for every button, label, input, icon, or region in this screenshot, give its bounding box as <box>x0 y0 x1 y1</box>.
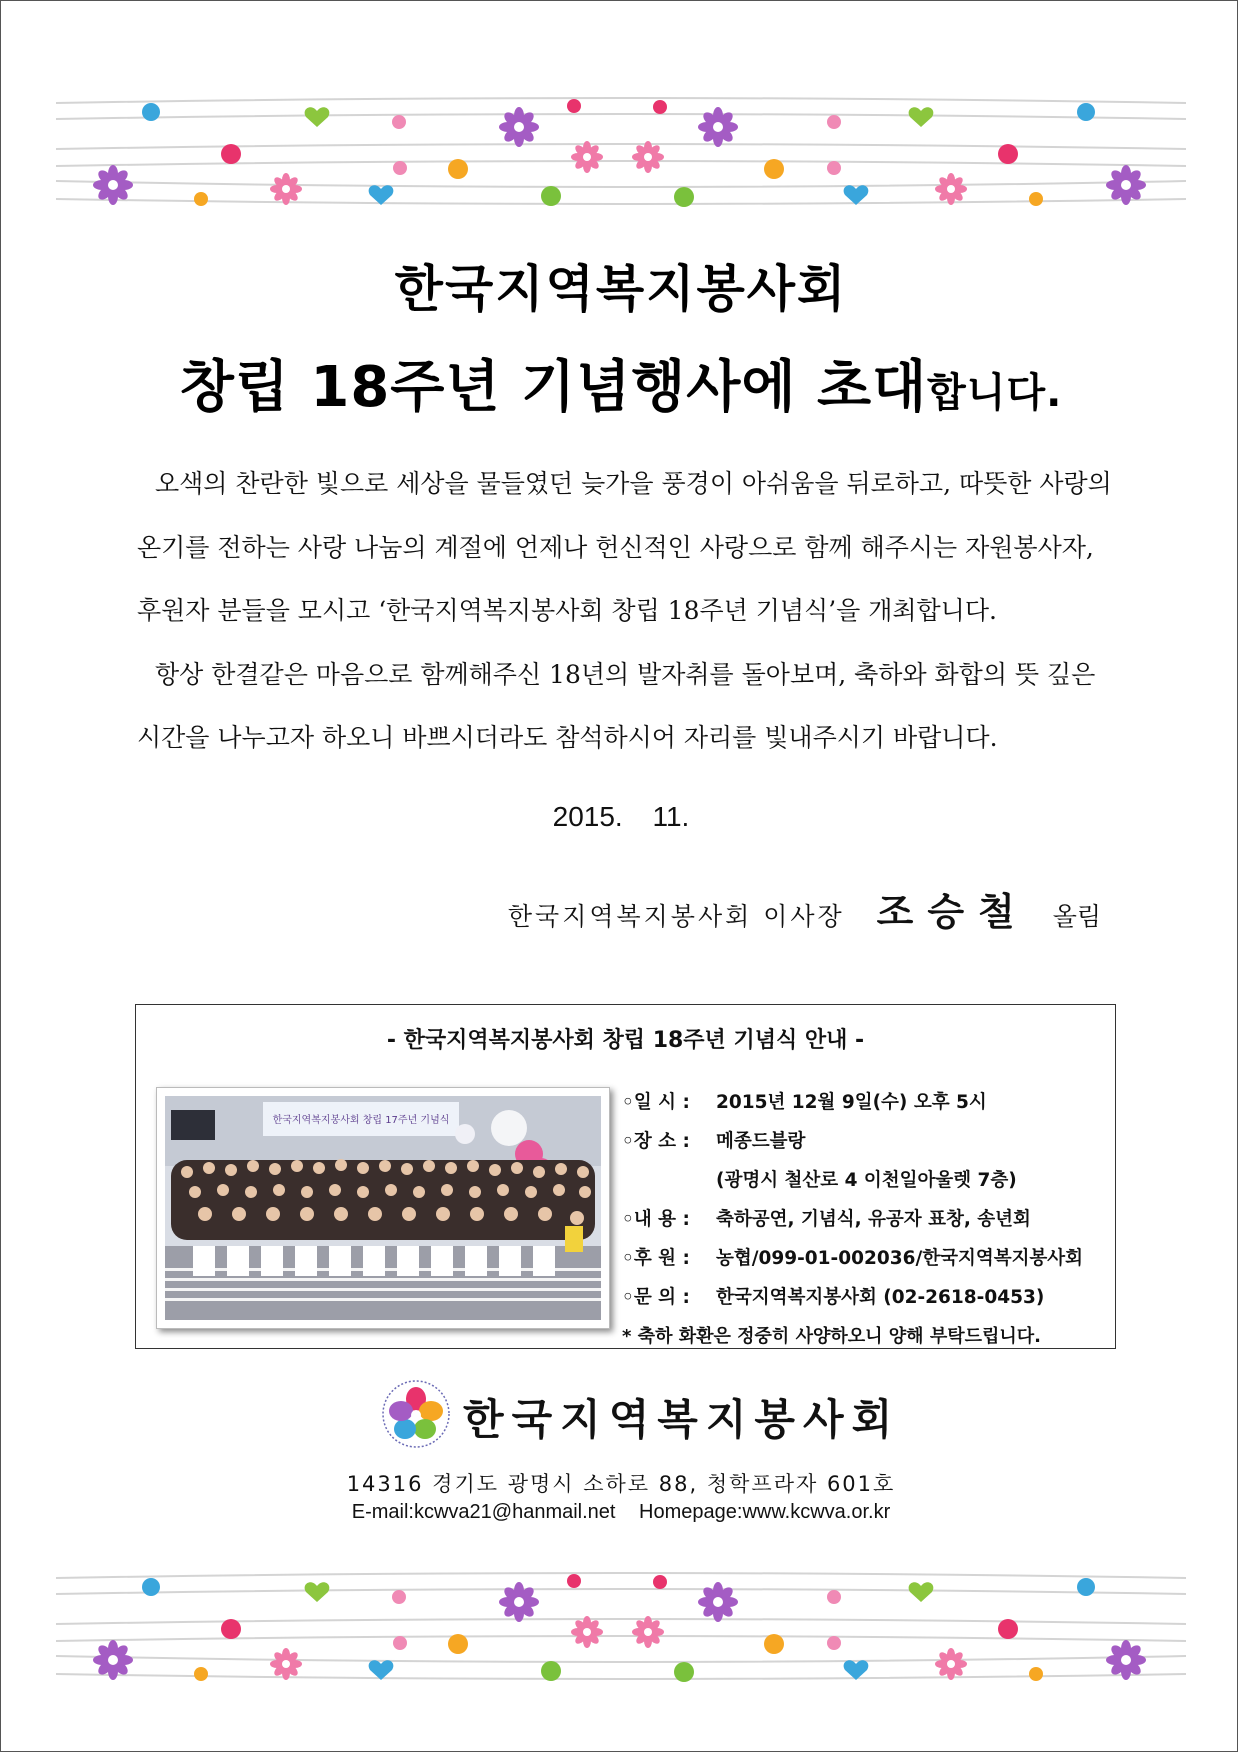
event-info-box <box>135 1004 1116 1349</box>
footer-contact <box>1 1501 1240 1524</box>
detail-value: 축하공연, 기념식, 유공자 표창, 송년회 <box>716 1209 1031 1230</box>
detail-value: 메종드블랑 <box>716 1131 806 1152</box>
signer-name: 조승철 <box>876 889 1029 934</box>
invitation-body <box>137 459 1112 777</box>
detail-key: ◦장 소 : <box>622 1131 690 1152</box>
org-logo-icon <box>381 1379 451 1449</box>
flower-icons <box>93 107 1146 205</box>
detail-value: (광명시 철산로 4 이천일아울렛 7층) <box>716 1170 1017 1191</box>
invitation-headline-main: 창립 18주년 기념행사에 초대 <box>179 355 928 420</box>
group-photo-image <box>165 1096 601 1320</box>
invitation-headline <box>1 343 1240 423</box>
invitation-date: 2015. 11. <box>552 801 690 832</box>
org-title: 한국지역복지봉사회 <box>394 260 848 318</box>
photo-banner-text: 한국지역복지봉사회 창립 17주년 기념식 <box>272 1115 450 1126</box>
event-details <box>622 1083 1112 1356</box>
detail-note: * 축하 화환은 정중히 사양하오니 양해 부탁드립니다. <box>622 1326 1041 1347</box>
body-line: 온기를 전하는 사랑 나눔의 계절에 언제나 헌신적인 사랑으로 함께 해주시는 자원봉사자, <box>137 532 1094 562</box>
body-line: 후원자 분들을 모시고 ‘한국지역복지봉사회 창립 18주년 기념식’을 개최합니다. <box>137 596 997 625</box>
detail-row-venue-address <box>622 1161 1112 1200</box>
body-line: 오색의 찬란한 빛으로 세상을 물들였던 늦가을 풍경이 아쉬움을 뒤로하고, 따뜻한 사랑의 <box>155 469 1112 498</box>
detail-value: 2015년 12월 9일(수) 오후 5시 <box>716 1092 987 1113</box>
detail-key: ◦내 용 : <box>622 1209 690 1230</box>
event-info-title: - 한국지역복지봉사회 창립 18주년 기념식 안내 - <box>386 1028 865 1053</box>
footer-homepage: Homepage:www.kcwva.or.kr <box>639 1501 891 1523</box>
signature-suffix: 올림 <box>1052 902 1101 931</box>
detail-row-program <box>622 1200 1112 1239</box>
detail-row-venue <box>622 1122 1112 1161</box>
decorative-border-bottom <box>1 1556 1240 1706</box>
detail-value: 한국지역복지봉사회 (02-2618-0453) <box>716 1287 1045 1308</box>
footer-email: E-mail:kcwva21@hanmail.net <box>351 1501 616 1523</box>
detail-row-date <box>622 1083 1112 1122</box>
detail-row-sponsorship <box>622 1239 1112 1278</box>
detail-row-inquiry <box>622 1278 1112 1317</box>
detail-key: ◦문 의 : <box>622 1287 690 1308</box>
flower-icons <box>93 1582 1146 1680</box>
body-line: 시간을 나누고자 하오니 바쁘시더라도 참석하시어 자리를 빛내주시기 바랍니다. <box>137 723 998 752</box>
body-line: 항상 한결같은 마음으로 함께해주신 18년의 발자취를 돌아보며, 축하와 화합의 뜻 깊은 <box>155 659 1096 689</box>
event-group-photo <box>156 1087 610 1329</box>
decorative-border-top <box>1 81 1240 231</box>
detail-key: ◦후 원 : <box>622 1248 690 1269</box>
signer-title: 한국지역복지봉사회 이사장 <box>507 902 845 931</box>
footer-org-name: 한국지역복지봉사회 <box>463 1395 901 1444</box>
invitation-headline-tail: 합니다. <box>927 370 1063 416</box>
footer-address: 14316 경기도 광명시 소하로 88, 청학프라자 601호 <box>346 1472 896 1496</box>
signature-line <box>508 881 1101 936</box>
detail-key: ◦일 시 : <box>622 1092 690 1113</box>
detail-value: 농협/099-01-002036/한국지역복지봉사회 <box>716 1248 1084 1269</box>
